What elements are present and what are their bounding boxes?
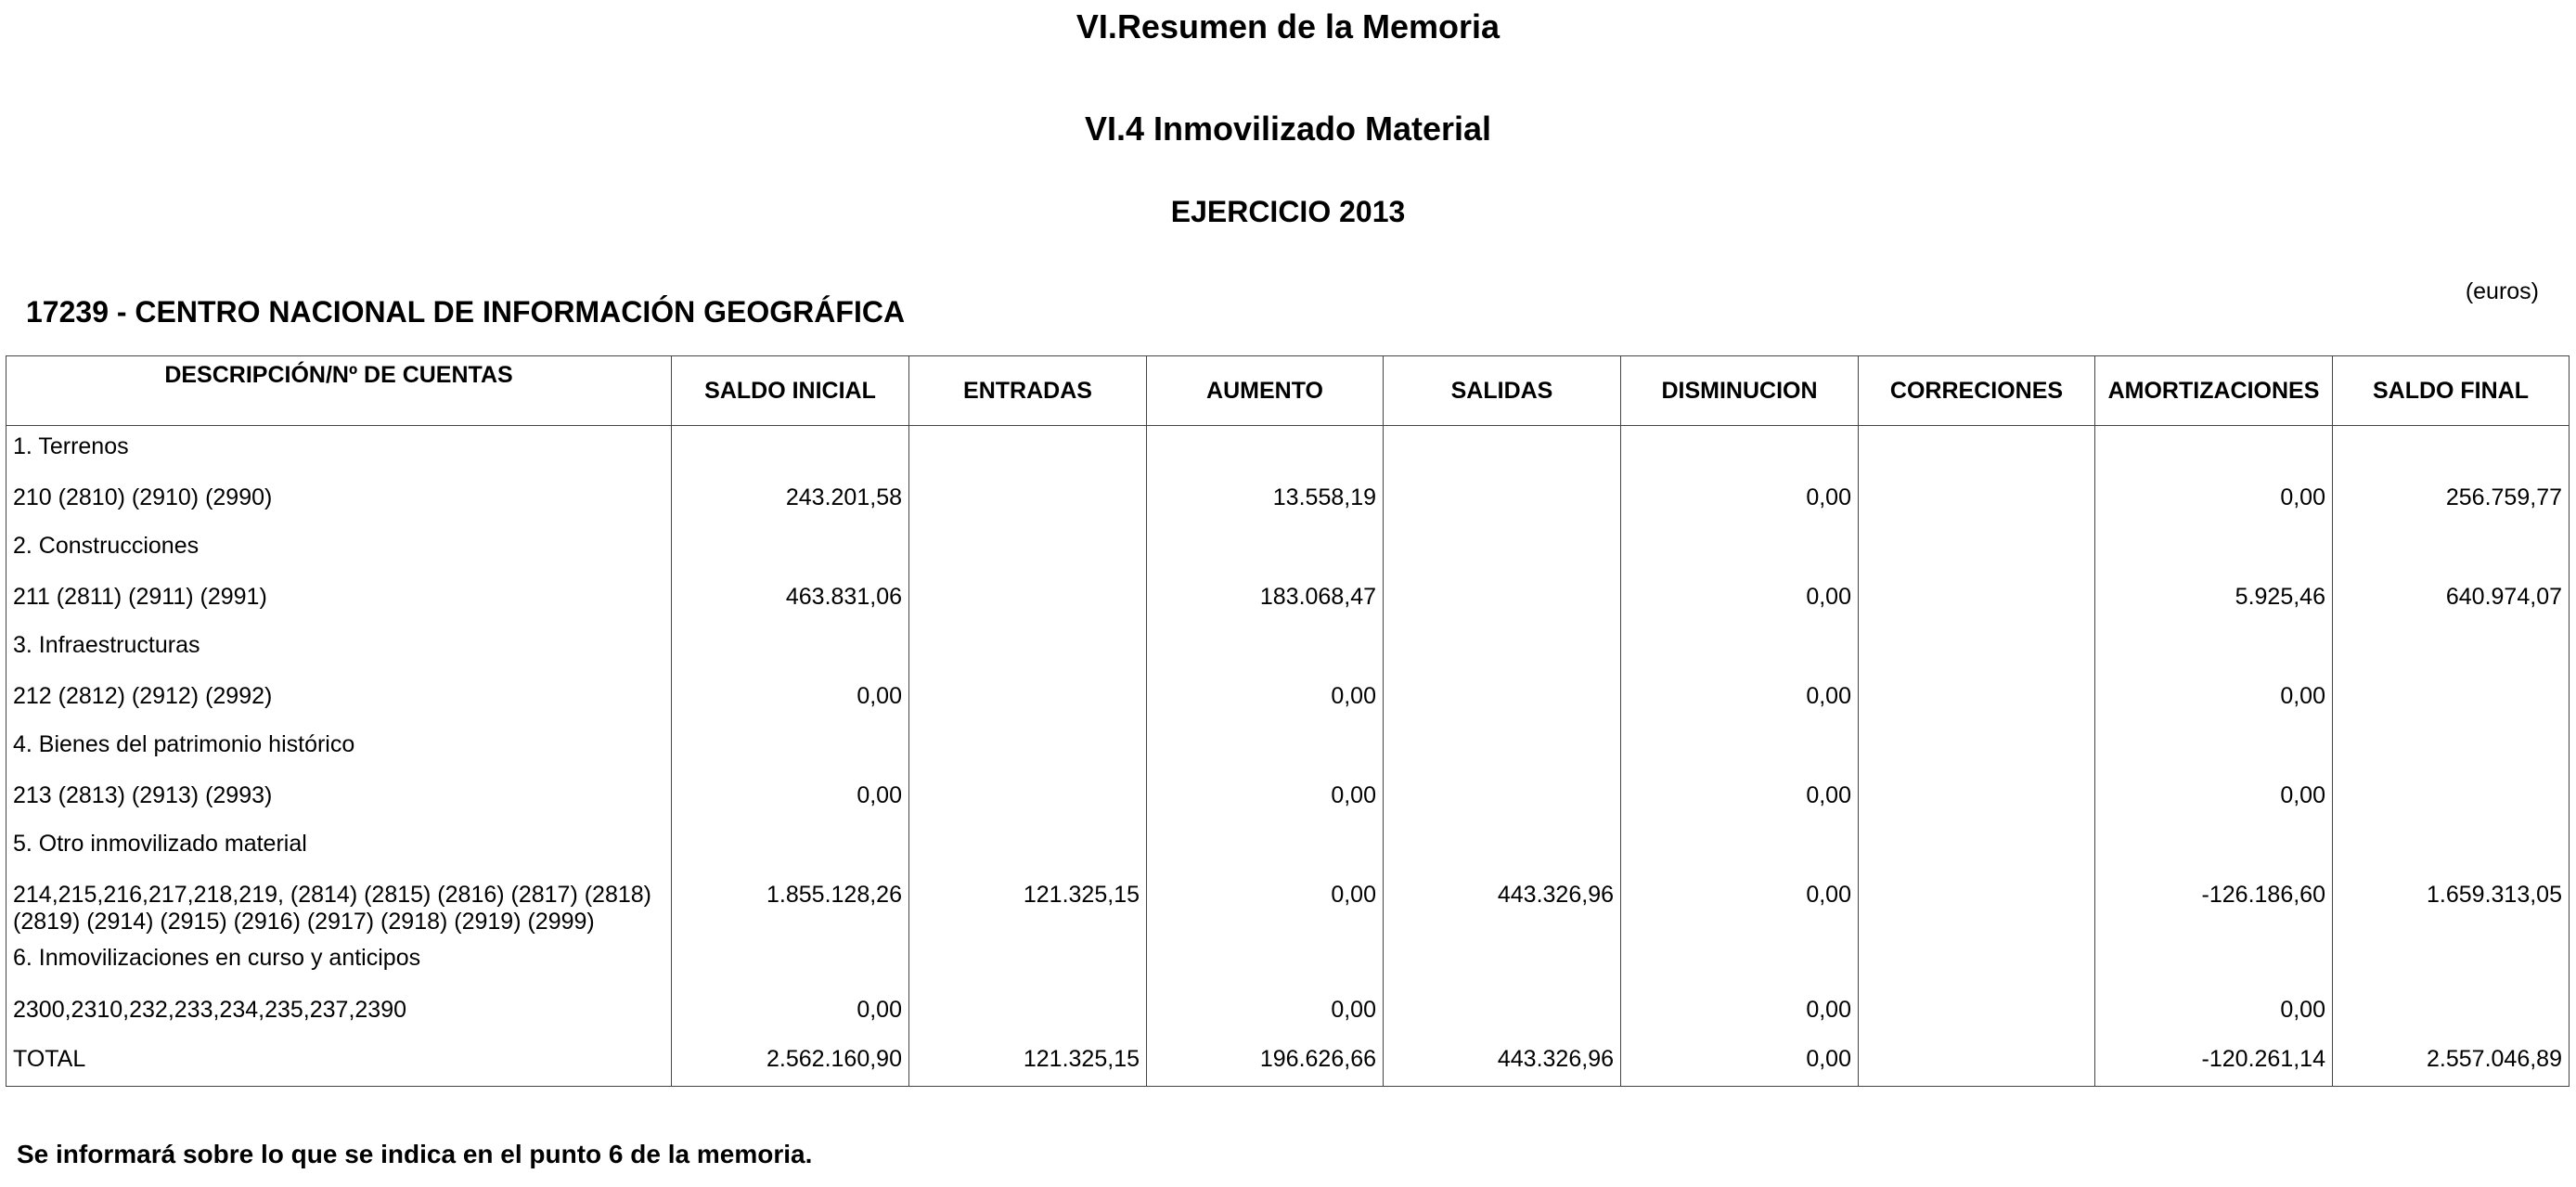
table-row [6, 987, 2570, 1038]
cell-correciones [1859, 574, 2095, 625]
footer-note: Se informará sobre lo que se indica en el punto 6 de la memoria. [17, 1140, 813, 1168]
cell-disminucion: 0,00 [1621, 475, 1859, 525]
cell-saldo-final [2333, 525, 2570, 575]
cell-entradas [909, 475, 1147, 525]
cell-saldo-inicial [672, 625, 909, 675]
cell-aumento [1147, 937, 1384, 987]
cell-saldo-final [2333, 937, 2570, 987]
table-row [6, 574, 2570, 625]
cell-correciones [1859, 823, 2095, 873]
cell-saldo-final [2333, 674, 2570, 724]
cell-saldo-inicial: 243.201,58 [672, 475, 909, 525]
cell-aumento: 0,00 [1147, 987, 1384, 1038]
cell-saldo-final [2333, 823, 2570, 873]
cell-correciones [1859, 674, 2095, 724]
cell-entradas [909, 823, 1147, 873]
cell-saldo-final: 1.659.313,05 [2333, 872, 2570, 937]
cell-salidas [1384, 674, 1621, 724]
cell-disminucion: 0,00 [1621, 872, 1859, 937]
cell-salidas [1384, 475, 1621, 525]
table-row [6, 625, 2570, 675]
cell-disminucion [1621, 525, 1859, 575]
cell-disminucion: 0,00 [1621, 574, 1859, 625]
column-header-saldo-inicial: SALDO INICIAL [672, 356, 909, 426]
column-header-salidas: SALIDAS [1384, 356, 1621, 426]
cell-aumento: 183.068,47 [1147, 574, 1384, 625]
cell-entradas [909, 625, 1147, 675]
cell-correciones [1859, 872, 2095, 937]
cell-correciones [1859, 773, 2095, 823]
cell-description: 212 (2812) (2912) (2992) [6, 674, 672, 724]
cell-saldo-inicial [672, 724, 909, 774]
cell-saldo-inicial: 1.855.128,26 [672, 872, 909, 937]
cell-salidas [1384, 525, 1621, 575]
cell-entradas [909, 426, 1147, 476]
cell-disminucion: 0,00 [1621, 773, 1859, 823]
cell-aumento [1147, 525, 1384, 575]
cell-saldo-inicial [672, 823, 909, 873]
table-row [6, 674, 2570, 724]
cell-disminucion [1621, 426, 1859, 476]
column-header-disminucion: DISMINUCION [1621, 356, 1859, 426]
cell-correciones [1859, 1037, 2095, 1087]
cell-aumento [1147, 724, 1384, 774]
column-header-amortizaciones: AMORTIZACIONES [2095, 356, 2333, 426]
cell-disminucion: 0,00 [1621, 1037, 1859, 1087]
table-row [6, 823, 2570, 873]
cell-entradas [909, 724, 1147, 774]
cell-description: 2. Construcciones [6, 525, 672, 575]
cell-aumento: 0,00 [1147, 674, 1384, 724]
table-row [6, 525, 2570, 575]
cell-salidas [1384, 426, 1621, 476]
cell-disminucion: 0,00 [1621, 674, 1859, 724]
cell-disminucion: 0,00 [1621, 987, 1859, 1038]
cell-saldo-inicial [672, 525, 909, 575]
cell-saldo-inicial [672, 937, 909, 987]
cell-amortizaciones: 0,00 [2095, 674, 2333, 724]
table-header-row [6, 356, 2570, 426]
cell-salidas [1384, 773, 1621, 823]
cell-entradas: 121.325,15 [909, 872, 1147, 937]
cell-amortizaciones [2095, 625, 2333, 675]
cell-salidas [1384, 987, 1621, 1038]
cell-saldo-inicial [672, 426, 909, 476]
cell-saldo-inicial: 0,00 [672, 987, 909, 1038]
cell-amortizaciones: 0,00 [2095, 987, 2333, 1038]
table-row [6, 475, 2570, 525]
cell-salidas: 443.326,96 [1384, 872, 1621, 937]
cell-description: 211 (2811) (2911) (2991) [6, 574, 672, 625]
cell-entradas [909, 674, 1147, 724]
cell-disminucion [1621, 724, 1859, 774]
cell-description: TOTAL [6, 1037, 672, 1087]
cell-correciones [1859, 724, 2095, 774]
cell-description: 210 (2810) (2910) (2990) [6, 475, 672, 525]
section-title: VI.4 Inmovilizado Material [1084, 110, 1492, 148]
cell-aumento: 196.626,66 [1147, 1037, 1384, 1087]
cell-saldo-final [2333, 625, 2570, 675]
cell-saldo-final [2333, 426, 2570, 476]
cell-saldo-final [2333, 987, 2570, 1038]
cell-description: 6. Inmovilizaciones en curso y anticipos [6, 937, 672, 987]
cell-disminucion [1621, 625, 1859, 675]
cell-salidas [1384, 724, 1621, 774]
currency-unit: (euros) [2465, 278, 2539, 304]
cell-saldo-inicial: 0,00 [672, 773, 909, 823]
cell-description: 1. Terrenos [6, 426, 672, 476]
cell-salidas: 443.326,96 [1384, 1037, 1621, 1087]
cell-amortizaciones: 5.925,46 [2095, 574, 2333, 625]
column-header-description: DESCRIPCIÓN/Nº DE CUENTAS [6, 356, 672, 426]
column-header-aumento: AUMENTO [1147, 356, 1384, 426]
table-row [6, 937, 2570, 987]
cell-amortizaciones: 0,00 [2095, 475, 2333, 525]
cell-entradas [909, 937, 1147, 987]
cell-description: 5. Otro inmovilizado material [6, 823, 672, 873]
cell-salidas [1384, 574, 1621, 625]
cell-amortizaciones [2095, 525, 2333, 575]
cell-saldo-final [2333, 724, 2570, 774]
cell-correciones [1859, 475, 2095, 525]
cell-entradas [909, 773, 1147, 823]
table-row [6, 724, 2570, 774]
cell-entradas [909, 574, 1147, 625]
cell-amortizaciones [2095, 937, 2333, 987]
column-header-entradas: ENTRADAS [909, 356, 1147, 426]
cell-description: 2300,2310,232,233,234,235,237,2390 [6, 987, 672, 1038]
cell-aumento [1147, 823, 1384, 873]
cell-aumento: 0,00 [1147, 773, 1384, 823]
cell-disminucion [1621, 823, 1859, 873]
cell-amortizaciones: -126.186,60 [2095, 872, 2333, 937]
table-row [6, 872, 2570, 937]
entity-name: 17239 - CENTRO NACIONAL DE INFORMACIÓN GEOGRÁFICA [26, 295, 906, 329]
cell-disminucion [1621, 937, 1859, 987]
cell-saldo-final: 256.759,77 [2333, 475, 2570, 525]
cell-correciones [1859, 525, 2095, 575]
cell-saldo-inicial: 0,00 [672, 674, 909, 724]
cell-correciones [1859, 625, 2095, 675]
table-row [6, 773, 2570, 823]
cell-aumento [1147, 426, 1384, 476]
fiscal-year: EJERCICIO 2013 [1170, 195, 1406, 228]
cell-description: 3. Infraestructuras [6, 625, 672, 675]
cell-description: 4. Bienes del patrimonio histórico [6, 724, 672, 774]
fixed-assets-table [6, 355, 2570, 1087]
column-header-correciones: CORRECIONES [1859, 356, 2095, 426]
column-header-saldo-final: SALDO FINAL [2333, 356, 2570, 426]
cell-amortizaciones [2095, 724, 2333, 774]
cell-aumento: 13.558,19 [1147, 475, 1384, 525]
cell-amortizaciones: -120.261,14 [2095, 1037, 2333, 1087]
cell-correciones [1859, 937, 2095, 987]
cell-correciones [1859, 987, 2095, 1038]
cell-saldo-inicial: 2.562.160,90 [672, 1037, 909, 1087]
cell-aumento [1147, 625, 1384, 675]
cell-entradas: 121.325,15 [909, 1037, 1147, 1087]
cell-aumento: 0,00 [1147, 872, 1384, 937]
cell-salidas [1384, 823, 1621, 873]
cell-entradas [909, 525, 1147, 575]
cell-amortizaciones [2095, 426, 2333, 476]
cell-saldo-inicial: 463.831,06 [672, 574, 909, 625]
table-row [6, 426, 2570, 476]
cell-amortizaciones: 0,00 [2095, 773, 2333, 823]
cell-saldo-final: 640.974,07 [2333, 574, 2570, 625]
cell-salidas [1384, 937, 1621, 987]
cell-amortizaciones [2095, 823, 2333, 873]
cell-salidas [1384, 625, 1621, 675]
cell-correciones [1859, 426, 2095, 476]
table-row [6, 1037, 2570, 1087]
cell-description: 214,215,216,217,218,219, (2814) (2815) (2816) (2817) (2818) (2819) (2914) (2915) (2916) (2917) (2918) (2919) (2999) [6, 872, 672, 937]
cell-description: 213 (2813) (2913) (2993) [6, 773, 672, 823]
cell-saldo-final [2333, 773, 2570, 823]
cell-saldo-final: 2.557.046,89 [2333, 1037, 2570, 1087]
cell-entradas [909, 987, 1147, 1038]
report-title: VI.Resumen de la Memoria [1075, 7, 1501, 45]
